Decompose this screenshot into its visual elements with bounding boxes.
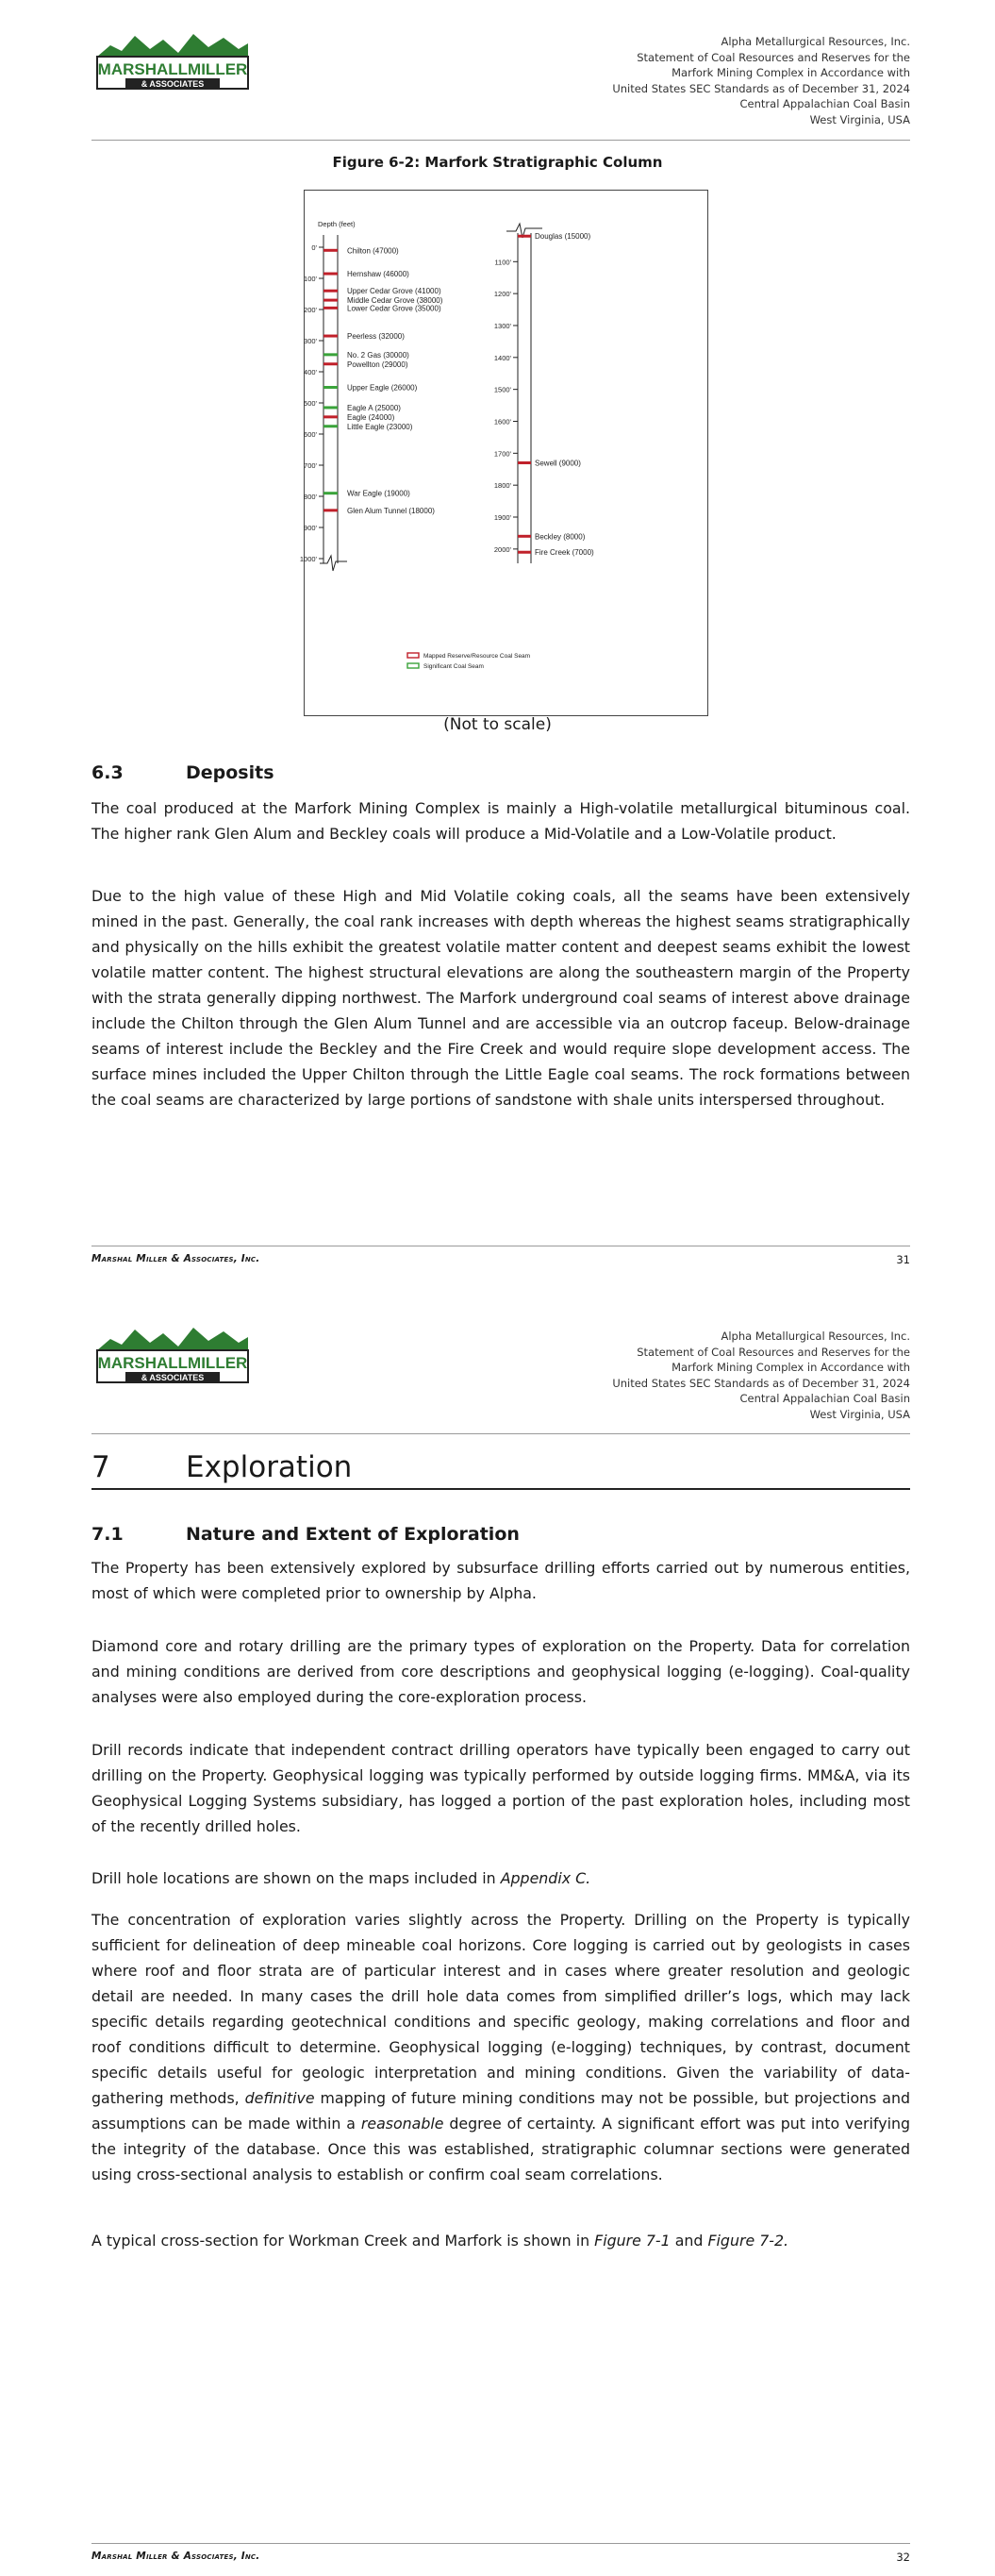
coal-seam-mark [323, 492, 338, 494]
company-logo [97, 1322, 248, 1394]
chapter-title: Exploration [186, 1450, 353, 1484]
axis-tick-label: 1800' [493, 481, 511, 491]
axis-tick-label: 100' [304, 275, 317, 283]
paragraph: The coal produced at the Marfork Mining Complex is mainly a High-volatile metallurgical bituminous coal. The higher rank Glen Alum and Beckley coals will produce a Mid-Volatile and a Low-Volatile product. [91, 799, 910, 843]
logo-text-main: MARSHALLMILLER [97, 60, 248, 78]
logo-text-sub: & ASSOCIATES [141, 79, 205, 89]
axis-tick-label: 1900' [493, 513, 511, 523]
axis-tick-label: 400' [304, 368, 317, 376]
logo-text-sub: & ASSOCIATES [141, 1373, 205, 1382]
coal-seam-mark [518, 235, 531, 238]
paragraph-text: The concentration of exploration varies slightly across the Property. Drilling on the Property is typically sufficient for delineation of deep mineable coal horizons. Core logging is carried out by geologists in cases where roof and floor strata are of particular interest and in cases where greater resolution and geologic detail are needed. In many cases the drill hole data comes from simplified driller’s logs, which may lack specific details regarding geotechnical conditions and specific geology, making correlations and floor and roof conditions difficult to determine. Geophysical logging (e-logging) techniques, by contrast, document specific details useful for geologic interpretation and mining conditions. Given the variability of data-gathering methods, [91, 1911, 910, 2107]
axis-tick-label: 1500' [493, 385, 511, 394]
coal-seam-label: No. 2 Gas (30000) [347, 350, 409, 360]
coal-seam-label: Lower Cedar Grove (35000) [347, 304, 441, 313]
header-line: Alpha Metallurgical Resources, Inc. [721, 35, 910, 48]
paragraph-text: mapping of future mining conditions may not be possible, but projections and assumptions can be made within a [91, 2089, 910, 2133]
page-number: 31 [896, 1253, 910, 1266]
figure-caption: (Not to scale) [443, 715, 552, 734]
axis-tick-label: 900' [304, 524, 317, 532]
section-number: 6.3 [91, 762, 124, 783]
coal-seam-mark [323, 335, 338, 338]
stratigraphic-column-svg [299, 191, 707, 715]
coal-seam-mark [518, 551, 531, 554]
figure-title: Figure 6-2: Marfork Stratigraphic Column [332, 154, 663, 171]
header-line: Central Appalachian Coal Basin [739, 1392, 910, 1405]
coal-seam-mark [323, 249, 338, 252]
section-title: Nature and Extent of Exploration [186, 1524, 520, 1545]
paragraph [91, 1865, 910, 1891]
coal-seam-mark [323, 386, 338, 389]
coal-seam-label: Glen Alum Tunnel (18000) [347, 506, 435, 515]
coal-seam-mark [323, 406, 338, 409]
header-line: Marfork Mining Complex in Accordance with [672, 66, 910, 79]
coal-seam-mark [323, 307, 338, 309]
paragraph [91, 1907, 910, 2187]
axis-tick-label: 0' [311, 243, 317, 252]
axis-tick-label: 600' [304, 430, 317, 439]
axis-tick-label: 700' [304, 461, 317, 470]
legend-label: Mapped Reserve/Resource Coal Seam [423, 653, 531, 660]
coal-seam-mark [323, 299, 338, 302]
footer-rule [91, 2543, 910, 2544]
legend-swatch [407, 653, 419, 658]
paragraph-text: A typical cross-section for Workman Creek and Marfork is shown in [91, 2232, 595, 2250]
coal-seam-label: Upper Cedar Grove (41000) [347, 287, 441, 296]
header-rule [91, 1433, 910, 1434]
depth-axis-label: Depth (feet) [318, 220, 356, 228]
header-line: Marfork Mining Complex in Accordance with [672, 1361, 910, 1374]
coal-seam-label: Eagle (24000) [347, 412, 395, 422]
coal-seam-mark [323, 290, 338, 293]
axis-tick-label: 200' [304, 306, 317, 314]
coal-seam-label: Little Eagle (23000) [347, 422, 413, 431]
coal-seam-label: War Eagle (19000) [347, 489, 410, 498]
header-line: West Virginia, USA [809, 1407, 910, 1421]
coal-seam-label: Douglas (15000) [535, 232, 591, 242]
document-header [612, 34, 910, 127]
axis-tick-label: 1300' [493, 321, 511, 330]
axis-tick-label: 1200' [493, 290, 511, 299]
coal-seam-label: Upper Eagle (26000) [347, 383, 418, 393]
header-line: West Virginia, USA [809, 112, 910, 126]
axis-tick-label: 300' [304, 337, 317, 345]
header-line: United States SEC Standards as of December 31, 2024 [612, 1376, 910, 1390]
emphasis-text: reasonable [360, 2115, 444, 2133]
coal-seam-mark [323, 415, 338, 418]
header-rule [91, 140, 910, 141]
axis-tick-label: 800' [304, 493, 317, 501]
paragraph [91, 2228, 910, 2253]
footer-company: Marshal Miller & Associates, Inc. [91, 2551, 260, 2562]
coal-seam-label: Sewell (9000) [535, 459, 581, 468]
section-title: Deposits [186, 762, 274, 783]
paragraph: The Property has been extensively explored by subsurface drilling efforts carried out by numerous entities, most of which were completed prior to ownership by Alpha. [91, 1559, 910, 1602]
figure-reference: Figure 7-1 [594, 2232, 671, 2250]
figure-reference: Figure 7-2. [707, 2232, 789, 2250]
page-32 [0, 1288, 995, 2576]
page-number: 32 [896, 2551, 910, 2564]
header-line: Statement of Coal Resources and Reserves for the [637, 50, 910, 64]
axis-tick-label: 1100' [494, 258, 511, 267]
axis-tick-label: 1400' [493, 353, 511, 362]
axis-tick-label: 1000' [299, 555, 317, 563]
coal-seam-mark [323, 509, 338, 511]
axis-tick-label: 2000' [493, 544, 511, 554]
paragraph: Drill records indicate that independent contract drilling operators have typically been engaged to carry out drilling on the Property. Geophysical logging was typically performed by outside logging firms. MM&A, via its Geophysical Logging Systems subsidiary, has logged a portion of the past exploration holes, including most of the recently drilled holes. [91, 1741, 910, 1835]
paragraph-text: and [670, 2232, 708, 2250]
coal-seam-mark [323, 353, 338, 356]
coal-seam-label: Fire Creek (7000) [535, 548, 594, 558]
stratigraphic-column-figure [299, 190, 708, 716]
header-line: Alpha Metallurgical Resources, Inc. [721, 1330, 910, 1343]
axis-tick-label: 1700' [493, 449, 511, 459]
paragraph: Due to the high value of these High and Mid Volatile coking coals, all the seams have been extensively mined in the past. Generally, the coal rank increases with depth whereas the highest seams stratigraphically and physically on the hills exhibit the greatest volatile matter content and deepest seams exhibit the lowest volatile matter content. The highest structural elevations are along the southeastern margin of the Property with the strata generally dipping northwest. The Marfork underground coal seams of interest above drainage include the Chilton through the Glen Alum Tunnel and are accessible via an outcrop faceup. Below-drainage seams of interest include the Beckley and the Fire Creek and would require slope development access. The surface mines included the Upper Chilton through the Little Eagle coal seams. The rock formations between the coal seams are characterized by large portions of sandstone with shale units interspersed throughout. [91, 887, 910, 1109]
document-header [612, 1329, 910, 1422]
emphasis-text: definitive [244, 2089, 315, 2107]
legend-swatch [407, 663, 419, 668]
paragraph-text: degree of certainty. A significant effort was put into verifying the integrity of the database. Once this was established, stratigraphic columnar sections were generated using cross-sectional analysis to establish or confirm coal seam correlations. [91, 2115, 910, 2183]
coal-seam-label: Chilton (47000) [347, 246, 399, 256]
company-logo [97, 28, 248, 100]
section-heading-6-3 [91, 762, 274, 783]
coal-seam-mark [323, 425, 338, 427]
header-line: Central Appalachian Coal Basin [739, 97, 910, 110]
header-line: United States SEC Standards as of December 31, 2024 [612, 81, 910, 95]
coal-seam-mark [518, 535, 531, 538]
paragraph: Diamond core and rotary drilling are the primary types of exploration on the Property. Data for correlation and mining conditions are derived from core descriptions and geophysical logging (e-logging). Coal-quality analyses were also employed during the core-exploration process. [91, 1637, 910, 1706]
coal-seam-mark [518, 461, 531, 464]
coal-seam-mark [323, 273, 338, 276]
coal-seam-label: Beckley (8000) [535, 532, 586, 542]
coal-seam-mark [323, 362, 338, 365]
legend-label: Significant Coal Seam [423, 663, 484, 670]
coal-seam-label: Peerless (32000) [347, 332, 405, 342]
chapter-number: 7 [91, 1450, 110, 1484]
section-number: 7.1 [91, 1524, 124, 1545]
coal-seam-label: Powellton (29000) [347, 360, 408, 369]
footer-company: Marshal Miller & Associates, Inc. [91, 1253, 260, 1264]
appendix-reference: Appendix C. [500, 1869, 591, 1887]
section-heading-7-1 [91, 1524, 520, 1545]
coal-seam-label: Hernshaw (46000) [347, 270, 409, 279]
axis-tick-label: 1600' [493, 417, 511, 427]
header-line: Statement of Coal Resources and Reserves for the [637, 1345, 910, 1359]
axis-tick-label: 500' [304, 399, 317, 408]
logo-text-main: MARSHALLMILLER [97, 1354, 248, 1372]
page-31 [0, 0, 995, 1283]
coal-seam-label: Middle Cedar Grove (38000) [347, 296, 443, 306]
chapter-heading-7 [91, 1450, 910, 1490]
paragraph-text: Drill hole locations are shown on the maps included in [91, 1869, 501, 1887]
coal-seam-label: Eagle A (25000) [347, 403, 401, 412]
